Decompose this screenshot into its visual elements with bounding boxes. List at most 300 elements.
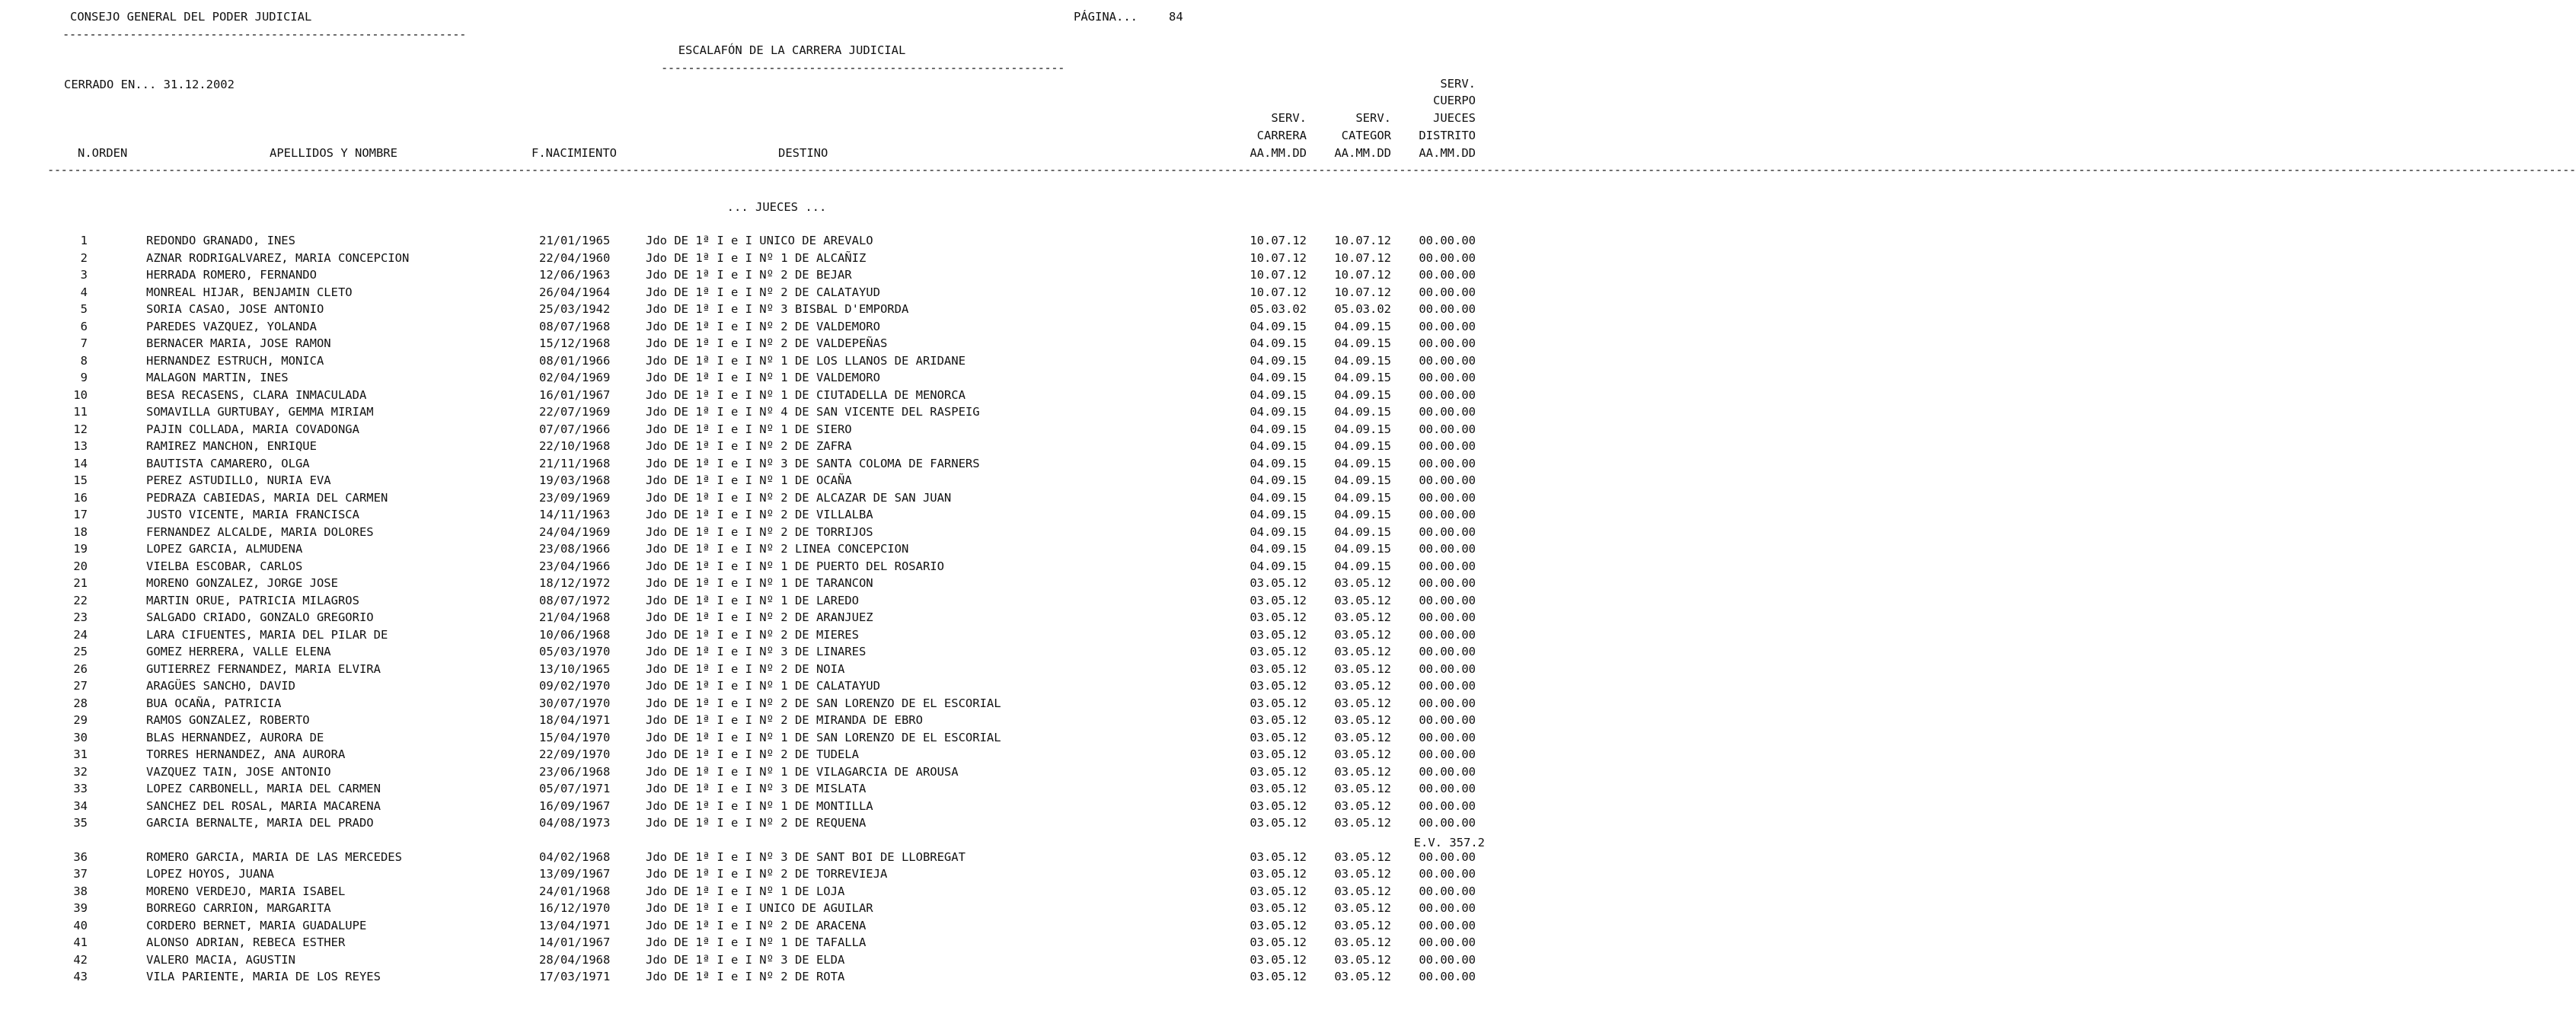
order-number: 4 xyxy=(80,285,88,299)
serv-carrera: 04.09.15 xyxy=(1250,456,1307,470)
court-destination: Jdo DE 1ª I e I Nº 2 DE VILLALBA xyxy=(646,508,873,521)
serv-carrera: 04.09.15 xyxy=(1250,542,1307,556)
table-row xyxy=(0,695,1523,712)
judge-name: SOMAVILLA GURTUBAY, GEMMA MIRIAM xyxy=(146,405,374,419)
serv-carrera: 04.09.15 xyxy=(1250,473,1307,487)
table-row xyxy=(0,849,1523,865)
table-row xyxy=(0,301,1523,317)
serv-carrera: 10.07.12 xyxy=(1250,250,1307,265)
table-row xyxy=(0,798,1523,814)
serv-carrera: 03.05.12 xyxy=(1250,713,1307,727)
serv-carrera: 05.03.02 xyxy=(1250,302,1307,316)
organization-name: CONSEJO GENERAL DEL PODER JUDICIAL xyxy=(70,10,312,24)
table-row xyxy=(0,917,1523,934)
table-row xyxy=(0,489,1523,506)
judge-name: GUTIERREZ FERNANDEZ, MARIA ELVIRA xyxy=(146,661,381,676)
serv-carrera: 04.09.15 xyxy=(1250,524,1307,539)
order-number: 5 xyxy=(80,302,88,316)
court-destination: Jdo DE 1ª I e I Nº 1 DE SIERO xyxy=(646,422,852,436)
table-row xyxy=(0,455,1523,472)
birth-date: 18/12/1972 xyxy=(539,576,611,590)
serv-jueces: 00.00.00 xyxy=(1419,867,1476,881)
serv-jueces: 00.00.00 xyxy=(1419,250,1476,265)
col-header-serv-categor-2: CATEGOR xyxy=(1341,129,1391,142)
order-number: 17 xyxy=(73,508,88,521)
order-number: 1 xyxy=(80,234,88,247)
court-destination: Jdo DE 1ª I e I Nº 1 DE PUERTO DEL ROSARIO xyxy=(646,559,944,573)
judge-name: LOPEZ HOYOS, JUANA xyxy=(146,867,274,881)
serv-carrera: 04.09.15 xyxy=(1250,422,1307,436)
serv-jueces: 00.00.00 xyxy=(1419,234,1476,247)
court-destination: Jdo DE 1ª I e I Nº 1 DE LOJA xyxy=(646,884,845,898)
court-destination: Jdo DE 1ª I e I Nº 2 DE VALDEMORO xyxy=(646,319,880,333)
serv-categor: 03.05.12 xyxy=(1334,730,1391,744)
judge-name: MONREAL HIJAR, BENJAMIN CLETO xyxy=(146,285,353,299)
serv-jueces: 00.00.00 xyxy=(1419,970,1476,983)
serv-categor: 04.09.15 xyxy=(1334,524,1391,539)
order-number: 43 xyxy=(73,970,88,983)
judge-name: TORRES HERNANDEZ, ANA AURORA xyxy=(146,747,346,761)
order-number: 40 xyxy=(73,918,88,932)
serv-categor: 04.09.15 xyxy=(1334,319,1391,333)
order-number: 3 xyxy=(80,268,88,282)
table-row xyxy=(0,472,1523,489)
serv-carrera: 03.05.12 xyxy=(1250,627,1307,642)
order-number: 9 xyxy=(80,371,88,384)
court-destination: Jdo DE 1ª I e I Nº 1 DE TARANCON xyxy=(646,576,873,590)
judge-name: VAZQUEZ TAIN, JOSE ANTONIO xyxy=(146,764,331,779)
order-number: 37 xyxy=(73,867,88,881)
serv-jueces: 00.00.00 xyxy=(1419,901,1476,915)
serv-carrera: 03.05.12 xyxy=(1250,593,1307,607)
court-destination: Jdo DE 1ª I e I Nº 1 DE CIUTADELLA DE MENORCA xyxy=(646,387,966,402)
order-number: 38 xyxy=(73,884,88,898)
serv-categor: 03.05.12 xyxy=(1334,747,1391,761)
birth-date: 16/09/1967 xyxy=(539,798,611,813)
judge-name: AZNAR RODRIGALVAREZ, MARIA CONCEPCION xyxy=(146,250,410,265)
court-destination: Jdo DE 1ª I e I Nº 2 DE ROTA xyxy=(646,970,845,983)
order-number: 22 xyxy=(73,593,88,607)
serv-carrera: 03.05.12 xyxy=(1250,798,1307,813)
document-title: ESCALAFÓN DE LA CARRERA JUDICIAL xyxy=(678,43,906,57)
serv-jueces: 00.00.00 xyxy=(1419,336,1476,350)
judge-name: ALONSO ADRIAN, REBECA ESTHER xyxy=(146,935,346,949)
judge-name: MARTIN ORUE, PATRICIA MILAGROS xyxy=(146,593,359,607)
col-header-serv-carrera-2: CARRERA xyxy=(1256,129,1307,142)
judge-name: BAUTISTA CAMARERO, OLGA xyxy=(146,456,310,470)
table-row xyxy=(0,865,1523,882)
order-number: 23 xyxy=(73,610,88,624)
serv-jueces: 00.00.00 xyxy=(1419,645,1476,658)
judge-name: LOPEZ GARCIA, ALMUDENA xyxy=(146,542,303,556)
serv-categor: 03.05.12 xyxy=(1334,679,1391,693)
court-destination: Jdo DE 1ª I e I Nº 1 DE MONTILLA xyxy=(646,798,873,813)
serv-jueces: 00.00.00 xyxy=(1419,490,1476,505)
serv-jueces: 00.00.00 xyxy=(1419,816,1476,830)
table-row xyxy=(0,506,1523,523)
court-destination: Jdo DE 1ª I e I Nº 2 DE MIRANDA DE EBRO xyxy=(646,713,923,727)
serv-jueces: 00.00.00 xyxy=(1419,730,1476,744)
header-rule-left: ------------------------------------------------------------ xyxy=(62,27,466,41)
order-number: 13 xyxy=(73,439,88,453)
birth-date: 02/04/1969 xyxy=(539,371,611,384)
order-number: 2 xyxy=(80,250,88,265)
order-number: 30 xyxy=(73,730,88,744)
order-number: 14 xyxy=(73,456,88,470)
judge-name: VALERO MACIA, AGUSTIN xyxy=(146,952,295,967)
table-row xyxy=(0,934,1523,951)
birth-date: 19/03/1968 xyxy=(539,473,611,487)
birth-date: 17/03/1971 xyxy=(539,970,611,983)
table-row xyxy=(0,284,1523,301)
birth-date: 23/09/1969 xyxy=(539,490,611,505)
serv-jueces: 00.00.00 xyxy=(1419,747,1476,761)
judge-name: FERNANDEZ ALCALDE, MARIA DOLORES xyxy=(146,524,374,539)
judge-name: RAMIREZ MANCHON, ENRIQUE xyxy=(146,439,317,453)
court-destination: Jdo DE 1ª I e I Nº 2 DE ARANJUEZ xyxy=(646,610,873,624)
serv-carrera: 10.07.12 xyxy=(1250,268,1307,282)
table-row xyxy=(0,524,1523,540)
judge-name: PEREZ ASTUDILLO, NURIA EVA xyxy=(146,473,331,487)
col-header-serv-jueces-4: DISTRITO xyxy=(1419,129,1476,142)
serv-jueces: 00.00.00 xyxy=(1419,439,1476,453)
serv-jueces: 00.00.00 xyxy=(1419,679,1476,693)
serv-categor: 03.05.12 xyxy=(1334,782,1391,795)
serv-carrera: 03.05.12 xyxy=(1250,764,1307,779)
court-destination: Jdo DE 1ª I e I Nº 3 DE SANTA COLOMA DE FARNERS xyxy=(646,456,980,470)
serv-jueces: 00.00.00 xyxy=(1419,661,1476,676)
birth-date: 07/07/1966 xyxy=(539,422,611,436)
table-row xyxy=(0,558,1523,575)
serv-categor: 04.09.15 xyxy=(1334,439,1391,453)
serv-categor: 04.09.15 xyxy=(1334,422,1391,436)
serv-categor: 04.09.15 xyxy=(1334,490,1391,505)
order-number: 26 xyxy=(73,661,88,676)
court-destination: Jdo DE 1ª I e I Nº 2 DE SAN LORENZO DE EL ESCORIAL xyxy=(646,696,1001,710)
serv-categor: 03.05.12 xyxy=(1334,696,1391,710)
order-number: 11 xyxy=(73,405,88,419)
court-destination: Jdo DE 1ª I e I Nº 2 DE VALDEPEÑAS xyxy=(646,336,888,350)
table-note: E.V. 357.2 xyxy=(1413,836,1485,849)
col-header-serv-jueces-3: JUECES xyxy=(1433,111,1476,125)
order-number: 39 xyxy=(73,901,88,915)
court-destination: Jdo DE 1ª I e I Nº 2 DE ALCAZAR DE SAN JUAN xyxy=(646,490,952,505)
table-row xyxy=(0,540,1523,557)
serv-categor: 03.05.12 xyxy=(1334,627,1391,642)
serv-carrera: 03.05.12 xyxy=(1250,576,1307,590)
table-row xyxy=(0,609,1523,626)
court-destination: Jdo DE 1ª I e I Nº 1 DE SAN LORENZO DE EL ESCORIAL xyxy=(646,730,1001,744)
birth-date: 21/11/1968 xyxy=(539,456,611,470)
birth-date: 16/01/1967 xyxy=(539,387,611,402)
serv-carrera: 03.05.12 xyxy=(1250,661,1307,676)
judge-name: LARA CIFUENTES, MARIA DEL PILAR DE xyxy=(146,627,388,642)
serv-jueces: 00.00.00 xyxy=(1419,952,1476,967)
serv-jueces: 00.00.00 xyxy=(1419,353,1476,368)
court-destination: Jdo DE 1ª I e I Nº 2 DE BEJAR xyxy=(646,268,852,282)
serv-categor: 03.05.12 xyxy=(1334,918,1391,932)
serv-categor: 04.09.15 xyxy=(1334,559,1391,573)
birth-date: 14/11/1963 xyxy=(539,508,611,521)
serv-carrera: 04.09.15 xyxy=(1250,319,1307,333)
birth-date: 21/01/1965 xyxy=(539,234,611,247)
order-number: 7 xyxy=(80,336,88,350)
serv-jueces: 00.00.00 xyxy=(1419,576,1476,590)
judge-name: HERNANDEZ ESTRUCH, MONICA xyxy=(146,353,324,368)
serv-jueces: 00.00.00 xyxy=(1419,849,1476,864)
birth-date: 15/04/1970 xyxy=(539,730,611,744)
serv-carrera: 03.05.12 xyxy=(1250,679,1307,693)
order-number: 34 xyxy=(73,798,88,813)
order-number: 29 xyxy=(73,713,88,727)
col-header-serv-categor-1: SERV. xyxy=(1355,111,1391,125)
court-destination: Jdo DE 1ª I e I Nº 2 DE CALATAYUD xyxy=(646,285,880,299)
col-header-serv-jueces-1: SERV. xyxy=(1440,77,1476,91)
judge-name: PAJIN COLLADA, MARIA COVADONGA xyxy=(146,422,359,436)
serv-categor: 05.03.02 xyxy=(1334,302,1391,316)
serv-categor: 03.05.12 xyxy=(1334,798,1391,813)
birth-date: 23/04/1966 xyxy=(539,559,611,573)
serv-jueces: 00.00.00 xyxy=(1419,918,1476,932)
court-destination: Jdo DE 1ª I e I Nº 1 DE TAFALLA xyxy=(646,935,867,949)
serv-carrera: 03.05.12 xyxy=(1250,782,1307,795)
judge-name: PEDRAZA CABIEDAS, MARIA DEL CARMEN xyxy=(146,490,388,505)
birth-date: 24/04/1969 xyxy=(539,524,611,539)
serv-jueces: 00.00.00 xyxy=(1419,302,1476,316)
serv-carrera: 03.05.12 xyxy=(1250,901,1307,915)
order-number: 20 xyxy=(73,559,88,573)
table-row xyxy=(0,746,1523,763)
table-row xyxy=(0,266,1523,283)
serv-categor: 03.05.12 xyxy=(1334,884,1391,898)
judge-name: HERRADA ROMERO, FERNANDO xyxy=(146,268,317,282)
court-destination: Jdo DE 1ª I e I Nº 3 DE LINARES xyxy=(646,645,867,658)
judge-name: BESA RECASENS, CLARA INMACULADA xyxy=(146,387,367,402)
order-number: 24 xyxy=(73,627,88,642)
col-header-serv-categor-3: AA.MM.DD xyxy=(1334,146,1391,160)
serv-jueces: 00.00.00 xyxy=(1419,798,1476,813)
table-row xyxy=(0,677,1523,694)
serv-categor: 04.09.15 xyxy=(1334,336,1391,350)
serv-jueces: 00.00.00 xyxy=(1419,473,1476,487)
serv-categor: 10.07.12 xyxy=(1334,285,1391,299)
birth-date: 13/09/1967 xyxy=(539,867,611,881)
order-number: 21 xyxy=(73,576,88,590)
birth-date: 10/06/1968 xyxy=(539,627,611,642)
order-number: 28 xyxy=(73,696,88,710)
table-row xyxy=(0,729,1523,746)
court-destination: Jdo DE 1ª I e I Nº 1 DE LAREDO xyxy=(646,593,859,607)
serv-jueces: 00.00.00 xyxy=(1419,508,1476,521)
serv-jueces: 00.00.00 xyxy=(1419,371,1476,384)
serv-categor: 03.05.12 xyxy=(1334,970,1391,983)
order-number: 27 xyxy=(73,679,88,693)
judge-name: BUA OCAÑA, PATRICIA xyxy=(146,696,282,710)
header-rule: ---------------------------------------------------------------------------------------------------------------------------------------------------------------------------------------------------------------------------------------------------------------------------------------------------------------------------------------------------------------------------------------- xyxy=(47,163,2576,177)
birth-date: 26/04/1964 xyxy=(539,285,611,299)
serv-jueces: 00.00.00 xyxy=(1419,542,1476,556)
serv-jueces: 00.00.00 xyxy=(1419,782,1476,795)
court-destination: Jdo DE 1ª I e I Nº 1 DE VALDEMORO xyxy=(646,371,880,384)
table-row xyxy=(0,643,1523,660)
birth-date: 23/08/1966 xyxy=(539,542,611,556)
judge-name: BERNACER MARIA, JOSE RAMON xyxy=(146,336,331,350)
serv-carrera: 03.05.12 xyxy=(1250,918,1307,932)
court-destination: Jdo DE 1ª I e I Nº 1 DE CALATAYUD xyxy=(646,679,880,693)
table-row xyxy=(0,369,1523,386)
table-row xyxy=(0,814,1523,831)
serv-categor: 04.09.15 xyxy=(1334,542,1391,556)
serv-carrera: 03.05.12 xyxy=(1250,816,1307,830)
birth-date: 14/01/1967 xyxy=(539,935,611,949)
table-row xyxy=(0,626,1523,643)
order-number: 19 xyxy=(73,542,88,556)
serv-categor: 03.05.12 xyxy=(1334,610,1391,624)
court-destination: Jdo DE 1ª I e I Nº 2 DE REQUENA xyxy=(646,816,867,830)
birth-date: 13/04/1971 xyxy=(539,918,611,932)
title-rule: ------------------------------------------------------------ xyxy=(661,61,1065,75)
birth-date: 30/07/1970 xyxy=(539,696,611,710)
judge-name: GARCIA BERNALTE, MARIA DEL PRADO xyxy=(146,816,374,830)
table-row xyxy=(0,968,1523,985)
serv-carrera: 03.05.12 xyxy=(1250,884,1307,898)
serv-carrera: 04.09.15 xyxy=(1250,353,1307,368)
serv-jueces: 00.00.00 xyxy=(1419,422,1476,436)
table-row xyxy=(0,438,1523,454)
serv-carrera: 04.09.15 xyxy=(1250,439,1307,453)
serv-jueces: 00.00.00 xyxy=(1419,456,1476,470)
serv-carrera: 04.09.15 xyxy=(1250,559,1307,573)
court-destination: Jdo DE 1ª I e I Nº 3 DE ELDA xyxy=(646,952,845,967)
col-header-serv-carrera-3: AA.MM.DD xyxy=(1250,146,1307,160)
birth-date: 22/04/1960 xyxy=(539,250,611,265)
serv-categor: 10.07.12 xyxy=(1334,250,1391,265)
table-row xyxy=(0,780,1523,797)
court-destination: Jdo DE 1ª I e I Nº 1 DE LOS LLANOS DE ARIDANE xyxy=(646,353,966,368)
col-header-serv-jueces-5: AA.MM.DD xyxy=(1419,146,1476,160)
judge-name: ARAGÜES SANCHO, DAVID xyxy=(146,679,295,693)
order-number: 16 xyxy=(73,490,88,505)
serv-carrera: 03.05.12 xyxy=(1250,849,1307,864)
serv-jueces: 00.00.00 xyxy=(1419,713,1476,727)
judge-name: BLAS HERNANDEZ, AURORA DE xyxy=(146,730,324,744)
judge-name: SALGADO CRIADO, GONZALO GREGORIO xyxy=(146,610,374,624)
court-destination: Jdo DE 1ª I e I Nº 3 BISBAL D'EMPORDA xyxy=(646,302,909,316)
serv-carrera: 03.05.12 xyxy=(1250,747,1307,761)
col-header-serv-jueces-2: CUERPO xyxy=(1433,94,1476,107)
birth-date: 08/01/1966 xyxy=(539,353,611,368)
serv-jueces: 00.00.00 xyxy=(1419,524,1476,539)
serv-categor: 04.09.15 xyxy=(1334,456,1391,470)
page-label: PÁGINA... xyxy=(1074,10,1138,24)
table-row xyxy=(0,318,1523,335)
serv-carrera: 10.07.12 xyxy=(1250,285,1307,299)
serv-carrera: 04.09.15 xyxy=(1250,336,1307,350)
table-row xyxy=(0,763,1523,780)
serv-categor: 03.05.12 xyxy=(1334,849,1391,864)
serv-categor: 03.05.12 xyxy=(1334,952,1391,967)
serv-categor: 03.05.12 xyxy=(1334,661,1391,676)
page-number: 84 xyxy=(1169,10,1183,24)
birth-date: 05/03/1970 xyxy=(539,645,611,658)
order-number: 6 xyxy=(80,319,88,333)
serv-jueces: 00.00.00 xyxy=(1419,935,1476,949)
judge-name: ROMERO GARCIA, MARIA DE LAS MERCEDES xyxy=(146,849,402,864)
serv-jueces: 00.00.00 xyxy=(1419,405,1476,419)
birth-date: 13/10/1965 xyxy=(539,661,611,676)
table-row xyxy=(0,883,1523,900)
judge-name: GOMEZ HERRERA, VALLE ELENA xyxy=(146,645,331,658)
court-destination: Jdo DE 1ª I e I Nº 1 DE OCAÑA xyxy=(646,473,852,487)
judge-name: PAREDES VAZQUEZ, YOLANDA xyxy=(146,319,317,333)
serv-jueces: 00.00.00 xyxy=(1419,268,1476,282)
table-row xyxy=(0,900,1523,916)
order-number: 36 xyxy=(73,849,88,864)
serv-carrera: 10.07.12 xyxy=(1250,234,1307,247)
judge-name: RAMOS GONZALEZ, ROBERTO xyxy=(146,713,310,727)
serv-jueces: 00.00.00 xyxy=(1419,627,1476,642)
serv-categor: 04.09.15 xyxy=(1334,387,1391,402)
serv-categor: 04.09.15 xyxy=(1334,508,1391,521)
col-header-serv-carrera-1: SERV. xyxy=(1271,111,1307,125)
court-destination: Jdo DE 1ª I e I Nº 1 DE ALCAÑIZ xyxy=(646,250,867,265)
birth-date: 05/07/1971 xyxy=(539,782,611,795)
serv-jueces: 00.00.00 xyxy=(1419,593,1476,607)
table-row xyxy=(0,951,1523,968)
court-destination: Jdo DE 1ª I e I Nº 1 DE VILAGARCIA DE AROUSA xyxy=(646,764,959,779)
judge-name: MORENO VERDEJO, MARIA ISABEL xyxy=(146,884,346,898)
serv-jueces: 00.00.00 xyxy=(1419,387,1476,402)
birth-date: 25/03/1942 xyxy=(539,302,611,316)
serv-categor: 04.09.15 xyxy=(1334,473,1391,487)
birth-date: 04/08/1973 xyxy=(539,816,611,830)
court-destination: Jdo DE 1ª I e I Nº 2 DE MIERES xyxy=(646,627,859,642)
serv-categor: 03.05.12 xyxy=(1334,901,1391,915)
order-number: 12 xyxy=(73,422,88,436)
court-destination: Jdo DE 1ª I e I Nº 2 DE NOIA xyxy=(646,661,845,676)
birth-date: 21/04/1968 xyxy=(539,610,611,624)
birth-date: 22/10/1968 xyxy=(539,439,611,453)
table-row xyxy=(0,352,1523,369)
serv-categor: 03.05.12 xyxy=(1334,576,1391,590)
table-row xyxy=(0,421,1523,438)
court-destination: Jdo DE 1ª I e I UNICO DE AREVALO xyxy=(646,234,873,247)
court-destination: Jdo DE 1ª I e I Nº 2 DE TUDELA xyxy=(646,747,859,761)
judge-name: SORIA CASAO, JOSE ANTONIO xyxy=(146,302,324,316)
serv-categor: 03.05.12 xyxy=(1334,867,1391,881)
court-destination: Jdo DE 1ª I e I UNICO DE AGUILAR xyxy=(646,901,873,915)
birth-date: 15/12/1968 xyxy=(539,336,611,350)
serv-jueces: 00.00.00 xyxy=(1419,696,1476,710)
table-row xyxy=(0,575,1523,591)
judge-name: REDONDO GRANADO, INES xyxy=(146,234,295,247)
birth-date: 18/04/1971 xyxy=(539,713,611,727)
serv-carrera: 03.05.12 xyxy=(1250,610,1307,624)
order-number: 33 xyxy=(73,782,88,795)
birth-date: 28/04/1968 xyxy=(539,952,611,967)
order-number: 42 xyxy=(73,952,88,967)
order-number: 35 xyxy=(73,816,88,830)
judge-name: SANCHEZ DEL ROSAL, MARIA MACARENA xyxy=(146,798,381,813)
serv-categor: 03.05.12 xyxy=(1334,764,1391,779)
order-number: 41 xyxy=(73,935,88,949)
order-number: 15 xyxy=(73,473,88,487)
judge-name: VILA PARIENTE, MARIA DE LOS REYES xyxy=(146,970,381,983)
serv-jueces: 00.00.00 xyxy=(1419,285,1476,299)
serv-categor: 04.09.15 xyxy=(1334,405,1391,419)
table-row xyxy=(0,335,1523,352)
order-number: 18 xyxy=(73,524,88,539)
